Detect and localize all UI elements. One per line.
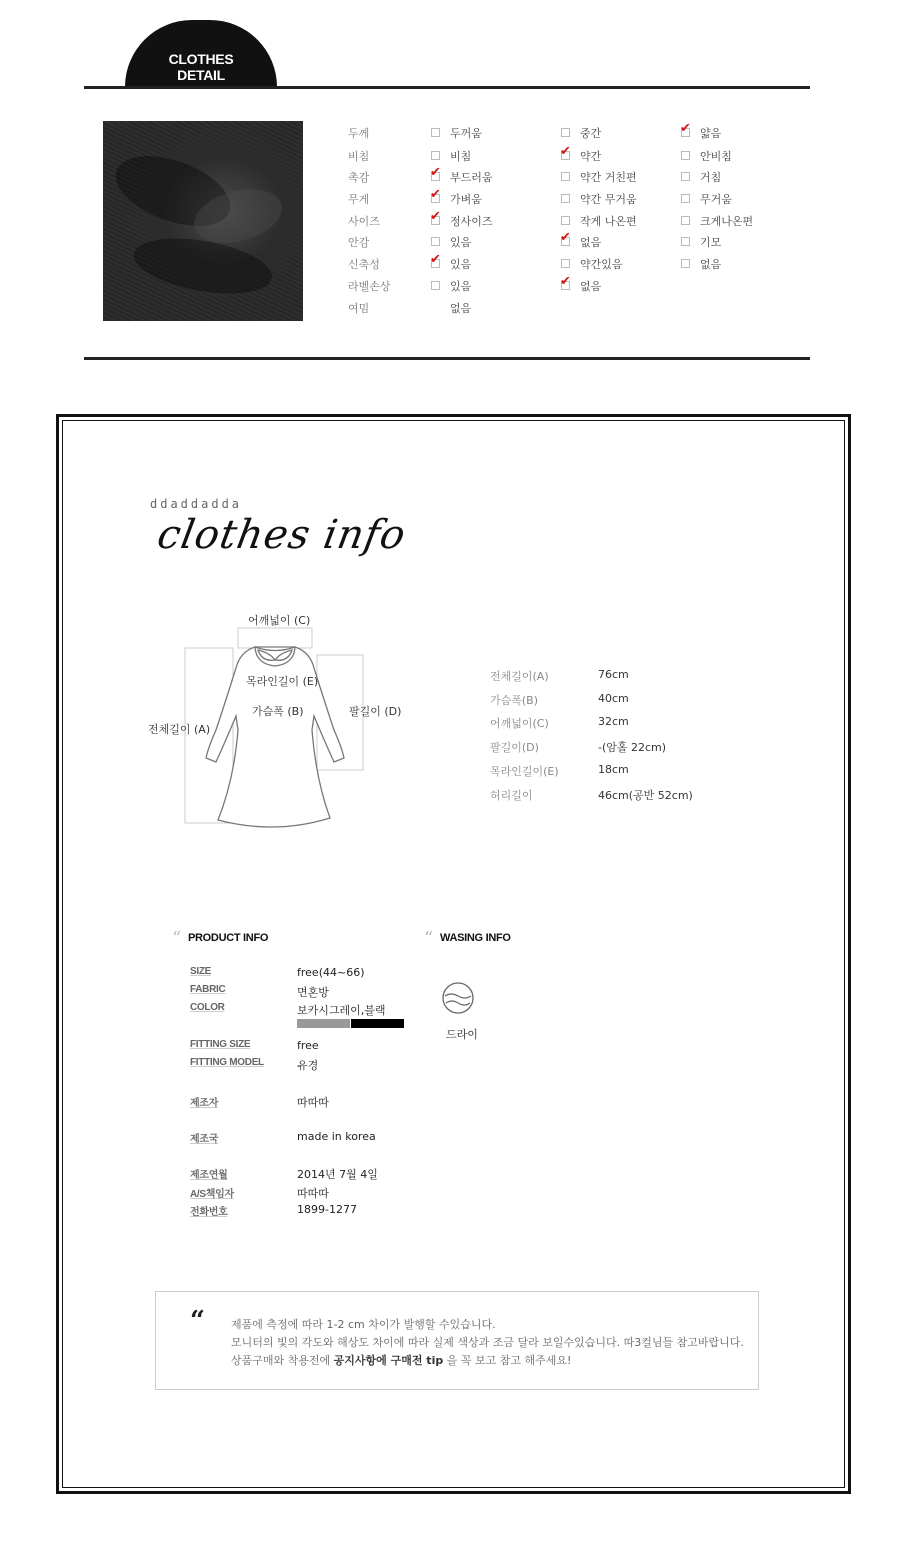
washing-info-title: WASING INFO — [440, 932, 511, 944]
detail-option-label: 기모 — [700, 236, 722, 249]
checkmark-icon: ✔ — [560, 230, 571, 245]
detail-option-label: 약간 — [580, 150, 602, 163]
color-swatch-gray — [297, 1019, 350, 1028]
detail-option-label: 거침 — [700, 171, 722, 184]
measurement-value: 76cm — [598, 668, 629, 681]
measurement-value: 46cm(공반 52cm) — [598, 789, 693, 802]
detail-option-label: 크게나온편 — [700, 215, 754, 228]
diagram-label-neckline: 목라인길이 (E) — [246, 675, 319, 688]
badge-line1: CLOTHES — [168, 51, 234, 67]
checkbox-icon — [681, 259, 690, 268]
checkbox-icon — [681, 151, 690, 160]
measurement-key: 가슴폭(B) — [490, 694, 539, 707]
detail-option-label: 있음 — [450, 280, 472, 293]
brand-name: ddaddadda — [150, 497, 243, 511]
checkmark-icon: ✔ — [430, 165, 441, 180]
detail-row-label: 무게 — [348, 193, 370, 206]
notice-line-1: 제품에 측정에 따라 1-2 cm 차이가 발행할 수있습니다. — [231, 1318, 496, 1331]
detail-option-label: 없음 — [580, 236, 602, 249]
detail-option-label: 정사이즈 — [450, 215, 493, 228]
diagram-label-sleeve: 팔길이 (D) — [349, 705, 402, 718]
checkmark-icon: ✔ — [560, 274, 571, 289]
checkbox-icon — [431, 237, 440, 246]
detail-option-label: 두꺼움 — [450, 127, 482, 140]
detail-row-label: 안감 — [348, 236, 370, 249]
detail-row-label: 라벨손상 — [348, 280, 391, 293]
checkbox-icon — [681, 237, 690, 246]
checkbox-icon — [681, 172, 690, 181]
checkbox-icon — [561, 216, 570, 225]
notice-quote-icon: “ — [190, 1306, 205, 1336]
detail-option-label: 무거움 — [700, 193, 732, 206]
detail-option-label: 없음 — [700, 258, 722, 271]
detail-row-label: 두께 — [348, 127, 370, 140]
diagram-label-total: 전체길이 (A) — [148, 723, 211, 736]
dry-clean-icon — [441, 982, 477, 1018]
measurement-value: 18cm — [598, 763, 629, 776]
washing-info-quote-icon: “ — [424, 928, 434, 949]
shoulder-guide — [238, 628, 312, 648]
detail-option-label: 중간 — [580, 127, 602, 140]
checkmark-icon: ✔ — [430, 252, 441, 267]
notice-line-2: 모니터의 빛의 각도와 해상도 차이에 따라 실제 색상과 조금 달라 보일수있습니다. 따3컬님들 참고바랍니다. — [231, 1336, 744, 1349]
detail-option-label: 없음 — [580, 280, 602, 293]
measurement-key: 허리길이 — [490, 789, 533, 802]
clothes-detail-badge — [125, 20, 277, 87]
product-info-title: PRODUCT INFO — [188, 932, 269, 944]
product-info-quote-icon: “ — [172, 928, 182, 949]
checkbox-icon — [681, 216, 690, 225]
checkmark-icon: ✔ — [680, 121, 691, 136]
fabric-swatch-image — [103, 121, 303, 321]
detail-option-label: 작게 나온편 — [580, 215, 637, 228]
detail-option-label: 있음 — [450, 236, 472, 249]
measurement-key: 어깨넓이(C) — [490, 717, 549, 730]
detail-top-rule — [84, 86, 810, 89]
measurement-value: 32cm — [598, 715, 629, 728]
checkbox-icon — [561, 259, 570, 268]
diagram-label-shoulder: 어깨넓이 (C) — [248, 614, 311, 627]
measurement-key: 전체길이(A) — [490, 670, 549, 683]
detail-option-label: 가벼움 — [450, 193, 482, 206]
checkbox-icon — [561, 194, 570, 203]
checkmark-icon: ✔ — [430, 209, 441, 224]
checkbox-icon — [431, 128, 440, 137]
detail-row-value: 없음 — [450, 302, 472, 315]
measurement-key: 팔길이(D) — [490, 741, 539, 754]
detail-option-label: 비침 — [450, 150, 472, 163]
detail-row-label: 여밈 — [348, 302, 370, 315]
detail-option-label: 얇음 — [700, 127, 722, 140]
diagram-label-chest: 가슴폭 (B) — [252, 705, 304, 718]
checkmark-icon: ✔ — [430, 187, 441, 202]
detail-option-label: 약간있음 — [580, 258, 623, 271]
color-swatch-black — [351, 1019, 404, 1028]
detail-row-label: 비침 — [348, 150, 370, 163]
notice-line-3: 상품구매와 착용전에 공지사항에 구매전 tip 을 꼭 보고 참고 해주세요! — [231, 1354, 572, 1367]
badge-line2: DETAIL — [177, 67, 225, 83]
detail-row-label: 사이즈 — [348, 215, 380, 228]
clothes-info-title: clothes info — [153, 512, 410, 558]
detail-row-label: 촉감 — [348, 171, 370, 184]
detail-option-label: 약간 무거움 — [580, 193, 637, 206]
checkbox-icon — [561, 128, 570, 137]
detail-option-label: 약간 거친편 — [580, 171, 637, 184]
checkmark-icon: ✔ — [560, 144, 571, 159]
checkbox-icon — [561, 172, 570, 181]
measurement-value: 40cm — [598, 692, 629, 705]
detail-bottom-rule — [84, 357, 810, 360]
detail-option-label: 있음 — [450, 258, 472, 271]
measurement-value: -(암홀 22cm) — [598, 741, 667, 754]
checkbox-icon — [431, 151, 440, 160]
detail-option-label: 안비침 — [700, 150, 732, 163]
dry-clean-label: 드라이 — [446, 1028, 478, 1041]
detail-row-label: 신축성 — [348, 258, 380, 271]
checkbox-icon — [431, 281, 440, 290]
checkbox-icon — [681, 194, 690, 203]
detail-option-label: 부드러움 — [450, 171, 493, 184]
measurement-key: 목라인길이(E) — [490, 765, 559, 778]
